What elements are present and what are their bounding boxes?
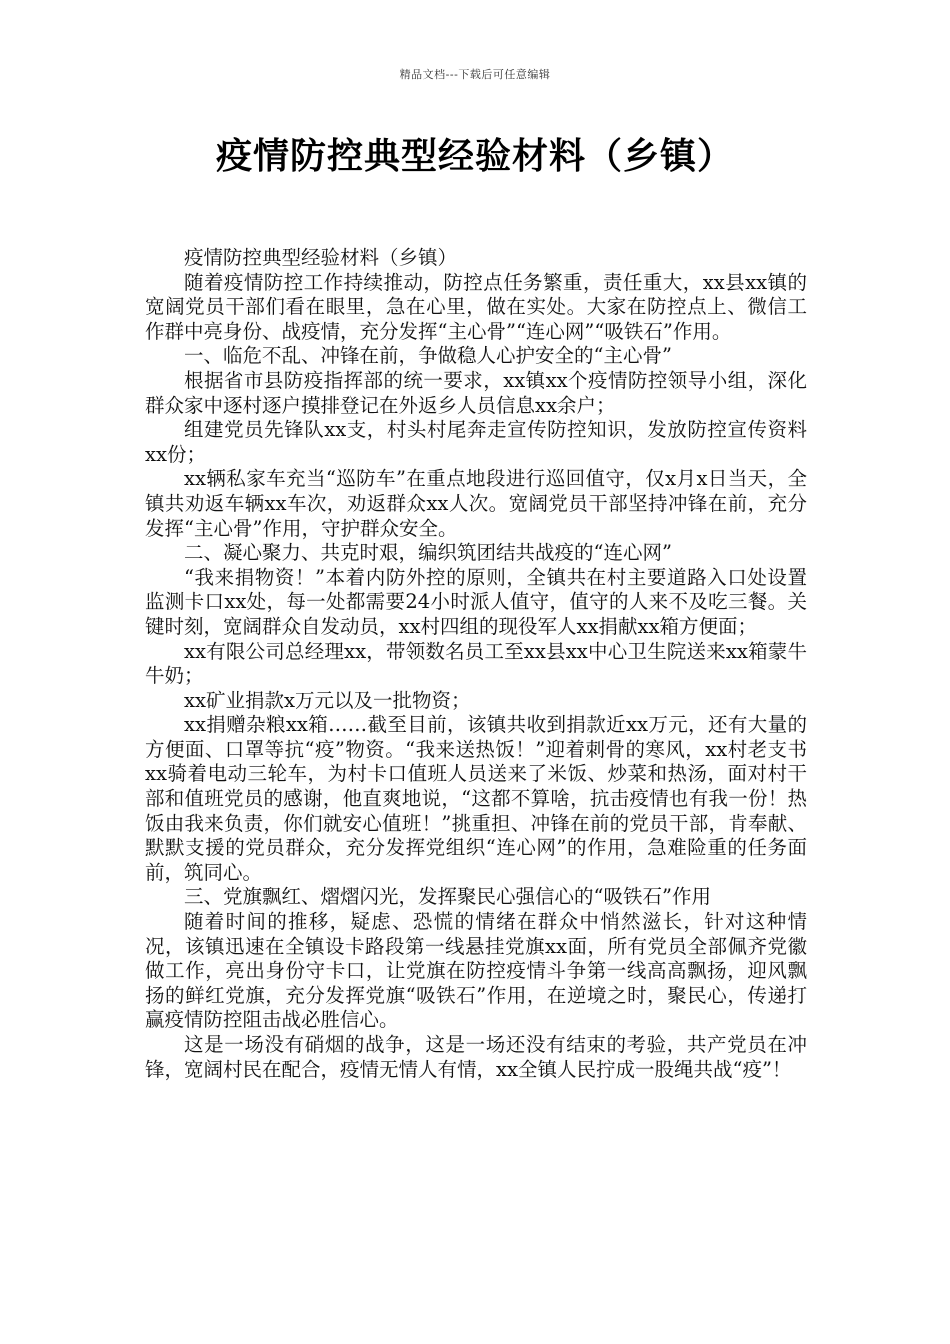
paragraph: xx辆私家车充当“巡防车”在重点地段进行巡回值守，仅x月x日当天，全镇共劝返车辆xx车次，劝返群众xx人次。宽阔党员干部坚持冲锋在前，充分发挥“主心骨”作用，守护群众安全。	[145, 467, 807, 540]
paragraph: 组建党员先锋队xx支，村头村尾奔走宣传防控知识，发放防控宣传资料xx份；	[145, 418, 807, 466]
paragraph: xx有限公司总经理xx，带领数名员工至xx县xx中心卫生院送来xx箱蒙牛牛奶；	[145, 639, 807, 688]
section-heading-2: 二、凝心聚力、共克时艰，编织筑团结共战疫的“连心网”	[184, 541, 672, 565]
paragraph: xx矿业捐款x万元以及一批物资；	[184, 688, 471, 712]
paragraph: xx捐赠杂粮xx箱……截至目前，该镇共收到捐款近xx万元，还有大量的方便面、口罩等抗“疫”物资。“我来送热饭！”迎着刺骨的寒风，xx村老支书xx骑着电动三轮车，为村卡口值班人员送来了米饭、炒菜和热汤，面对村干部和值班党员的感谢，他直爽地说，“这都不算啥，抗击疫情也有我一份！热饭由我来负责，你们就安心值班！”挑重担、冲锋在前的党员干部，肯奉献、默默支援的党员群众，充分发挥党组织“连心网”的作用，急难险重的任务面前，筑同心。	[145, 713, 807, 884]
paragraph-intro: 随着疫情防控工作持续推动，防控点任务繁重，责任重大，xx县xx镇的宽阔党员干部们看在眼里，急在心里，做在实处。大家在防控点上、微信工作群中亮身份、战疫情，充分发挥“主心骨”“连心网”“吸铁石”作用。	[145, 270, 807, 343]
header-note: 精品文档---下载后可任意编辑	[399, 68, 551, 81]
paragraph-subtitle: 疫情防控典型经验材料（乡镇）	[184, 246, 458, 269]
paragraph-conclusion: 这是一场没有硝烟的战争，这是一场还没有结束的考验，共产党员在冲锋，宽阔村民在配合，疫情无情人有情，xx全镇人民拧成一股绳共战“疫”！	[145, 1033, 807, 1081]
section-heading-3: 三、党旗飘红、熠熠闪光，发挥聚民心强信心的“吸铁石”作用	[184, 885, 711, 909]
paragraph: 根据省市县防疫指挥部的统一要求，xx镇xx个疫情防控领导小组，深化群众家中逐村逐户摸排登记在外返乡人员信息xx余户；	[145, 368, 807, 417]
paragraph: 随着时间的推移，疑虑、恐慌的情绪在群众中悄然滋长，针对这种情况，该镇迅速在全镇设卡路段第一线悬挂党旗xx面，所有党员全部佩齐党徽做工作，亮出身份守卡口，让党旗在防控疫情斗争第一线高高飘扬，迎风飘扬的鲜红党旗，充分发挥党旗“吸铁石”作用，在逆境之时，聚民心，传递打赢疫情防控阻击战必胜信心。	[145, 910, 807, 1032]
document-title: 疫情防控典型经验材料（乡镇）	[215, 135, 734, 177]
document-body	[145, 246, 807, 1082]
section-heading-1: 一、临危不乱、冲锋在前，争做稳人心护安全的“主心骨”	[184, 344, 672, 368]
paragraph: “我来捐物资！”本着内防外控的原则，全镇共在村主要道路入口处设置监测卡口xx处，每一处都需要24小时派人值守，值守的人来不及吃三餐。关键时刻，宽阔群众自发动员，xx村四组的现役军人xx捐献xx箱方便面；	[145, 565, 807, 638]
